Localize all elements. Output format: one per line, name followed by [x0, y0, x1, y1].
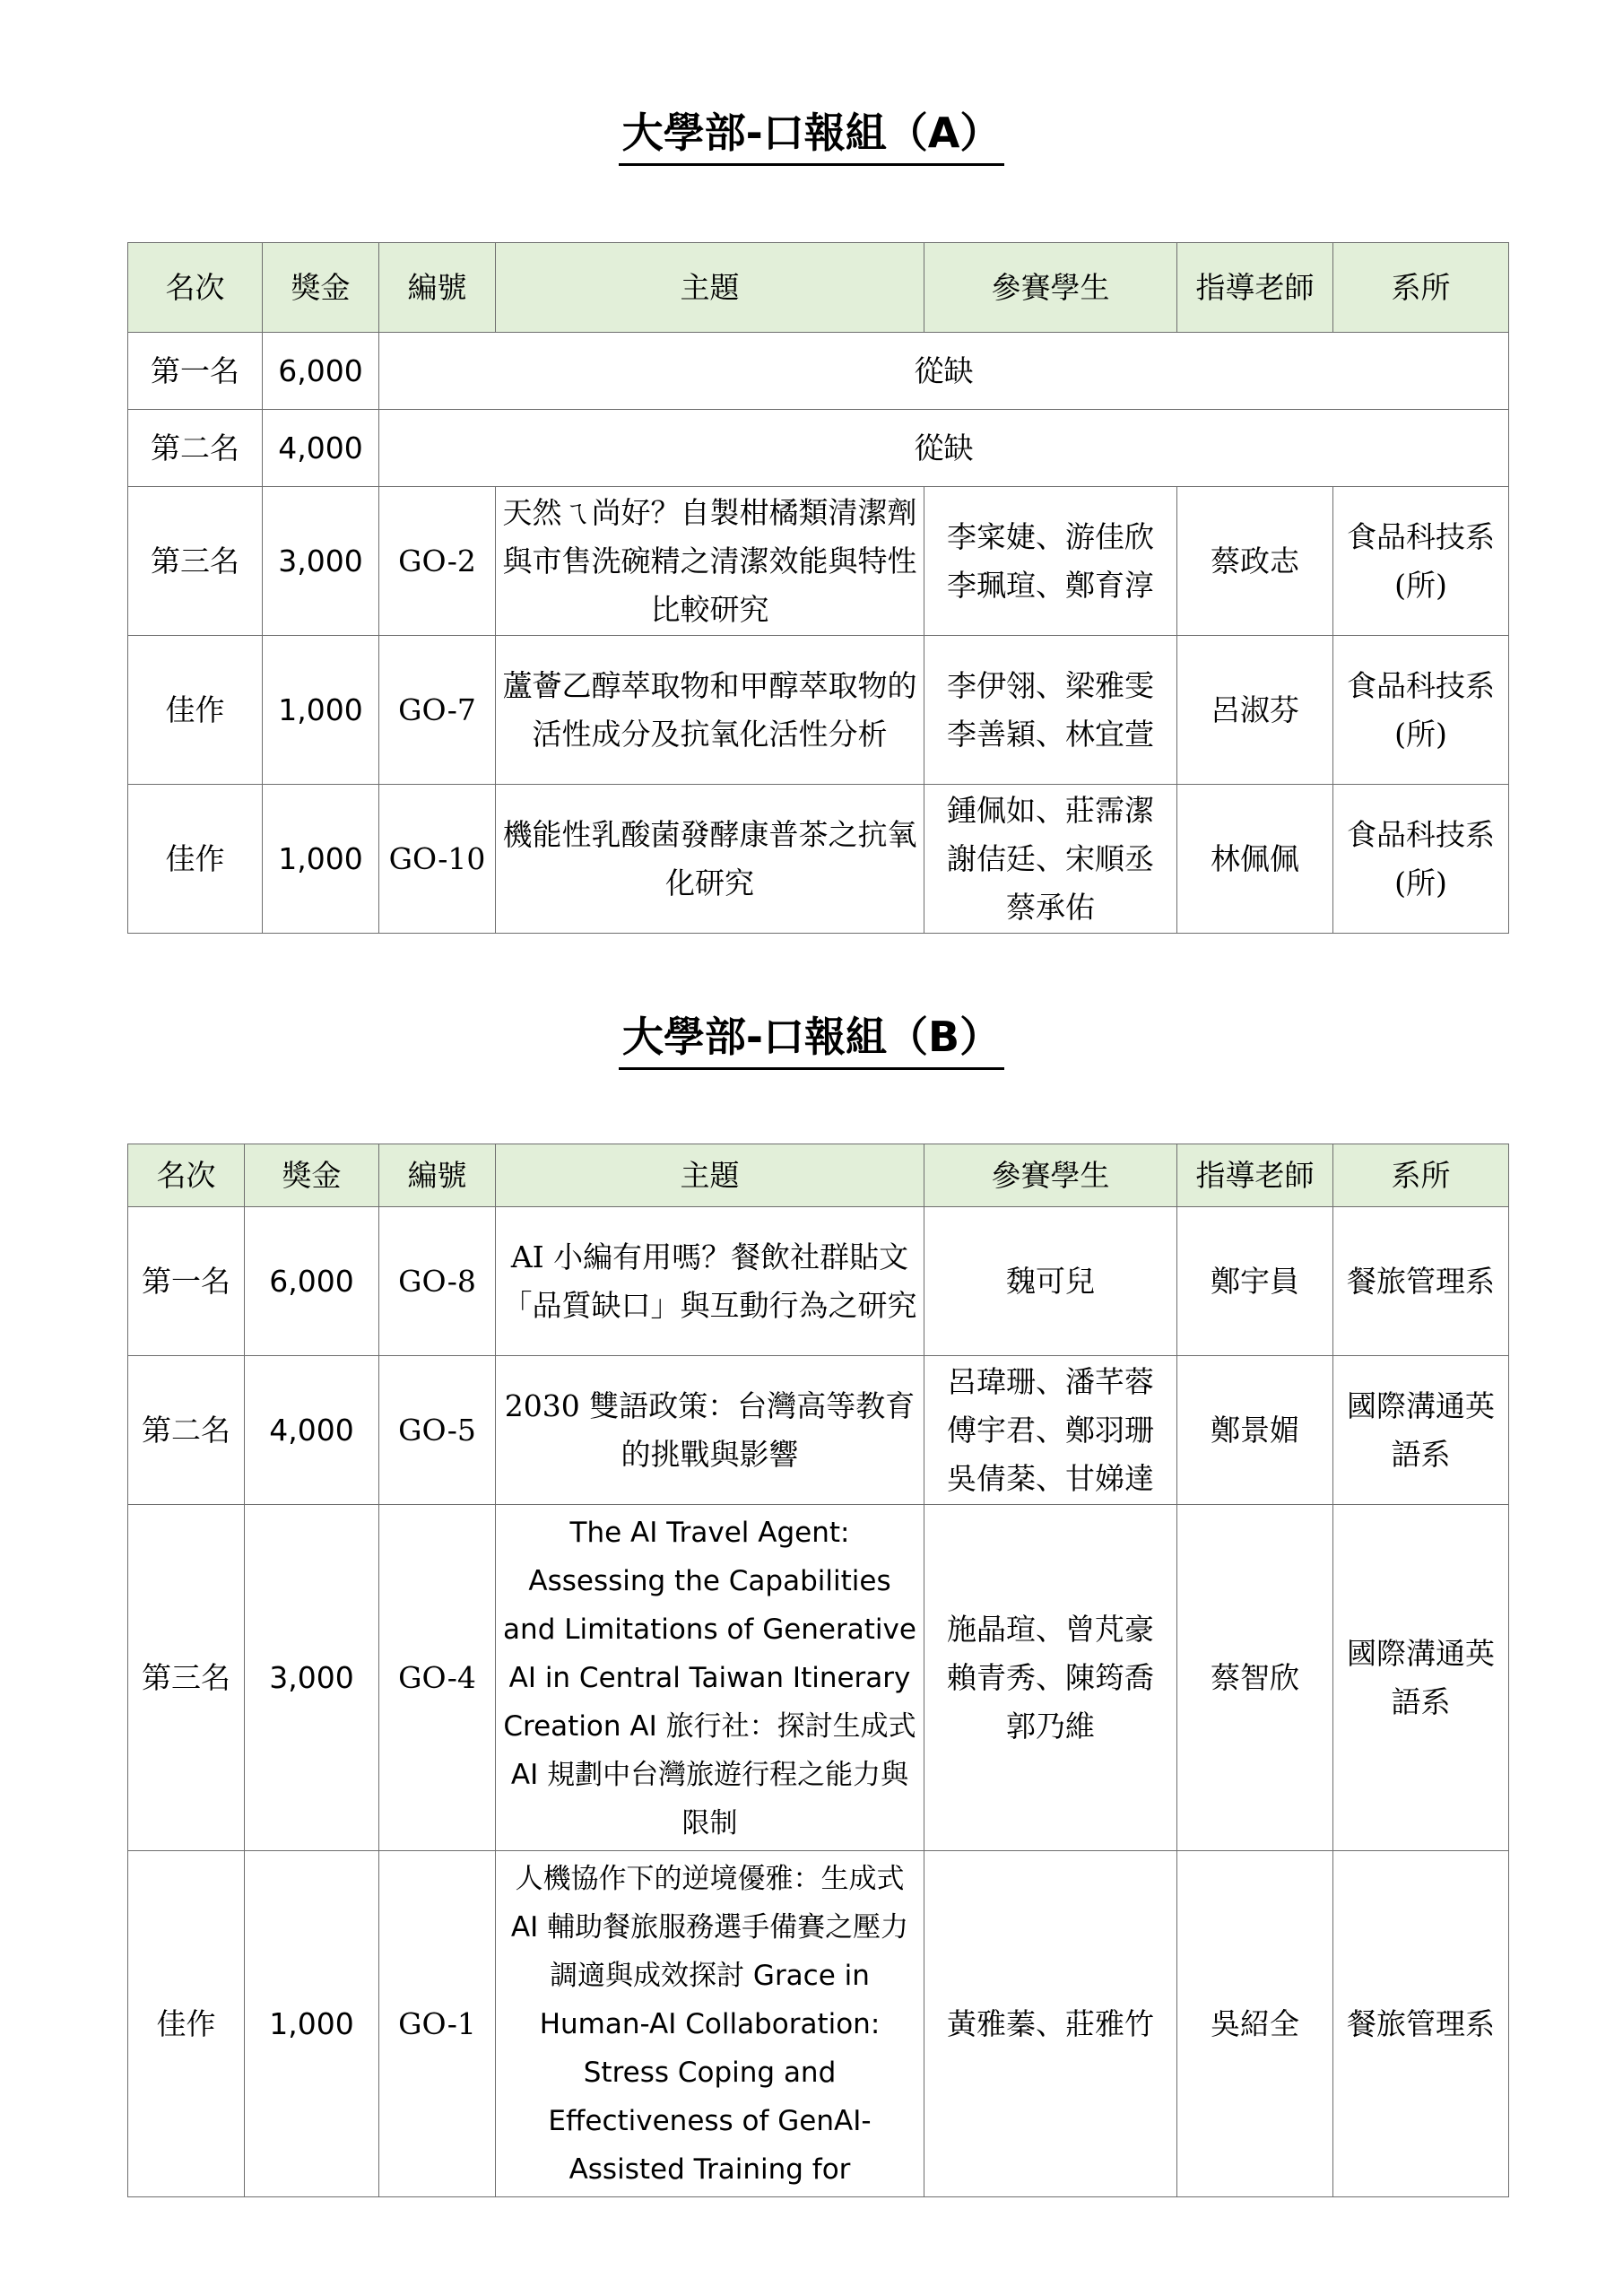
table-header-row	[128, 243, 1509, 333]
section-b-title	[0, 1010, 1623, 1070]
topic-cell: 蘆薈乙醇萃取物和甲醇萃取物的活性成分及抗氧化活性分析	[496, 636, 924, 785]
students-cell: 黃雅蓁、莊雅竹	[924, 1851, 1177, 2197]
header-rank: 名次	[128, 1144, 245, 1207]
table-header-row	[128, 1144, 1509, 1207]
rank-cell: 第一名	[128, 1207, 245, 1356]
header-students: 參賽學生	[924, 243, 1177, 333]
dept-cell: 餐旅管理系	[1333, 1851, 1509, 2197]
prize-cell: 1,000	[263, 785, 379, 934]
advisor-cell: 吳紹全	[1177, 1851, 1333, 2197]
table-row	[128, 1207, 1509, 1356]
header-rank: 名次	[128, 243, 263, 333]
advisor-cell: 林佩佩	[1177, 785, 1333, 934]
header-advisor: 指導老師	[1177, 1144, 1333, 1207]
awards-table-b	[127, 1144, 1509, 2197]
dept-cell: 食品科技系 (所)	[1333, 487, 1509, 636]
header-code: 編號	[379, 1144, 496, 1207]
prize-cell: 1,000	[245, 1851, 379, 2197]
vacant-cell: 從缺	[379, 410, 1509, 487]
advisor-cell: 蔡智欣	[1177, 1505, 1333, 1851]
advisor-cell: 蔡政志	[1177, 487, 1333, 636]
code-cell: GO-8	[379, 1207, 496, 1356]
section-b-title-text: 大學部-口報組（B）	[619, 1010, 1004, 1070]
dept-cell: 國際溝通英 語系	[1333, 1356, 1509, 1505]
code-cell: GO-7	[379, 636, 496, 785]
advisor-cell: 呂淑芬	[1177, 636, 1333, 785]
table-row	[128, 785, 1509, 934]
topic-cell: AI 小編有用嗎？餐飲社群貼文「品質缺口」與互動行為之研究	[496, 1207, 924, 1356]
students-cell: 李伊翎、梁雅雯 李善穎、林宜萱	[924, 636, 1177, 785]
dept-cell: 餐旅管理系	[1333, 1207, 1509, 1356]
rank-cell: 第二名	[128, 1356, 245, 1505]
topic-cell: The AI Travel Agent: Assessing the Capabilities and Limitations of Generative AI in Central Taiwan Itinerary Creation AI 旅行社：探討生成式 AI 規劃中台灣旅遊行程之能力與限制	[496, 1505, 924, 1851]
prize-cell: 3,000	[245, 1505, 379, 1851]
topic-cell: 天然ㄟ尚好？自製柑橘類清潔劑與市售洗碗精之清潔效能與特性比較研究	[496, 487, 924, 636]
students-cell: 李寀婕、游佳欣 李珮瑄、鄭育淳	[924, 487, 1177, 636]
dept-cell: 食品科技系 (所)	[1333, 785, 1509, 934]
table-row	[128, 333, 1509, 410]
table-row	[128, 1505, 1509, 1851]
students-cell: 施晶瑄、曾芃豪 賴青秀、陳筠喬 郭乃維	[924, 1505, 1177, 1851]
dept-cell: 食品科技系 (所)	[1333, 636, 1509, 785]
advisor-cell: 鄭宇員	[1177, 1207, 1333, 1356]
table-row	[128, 1356, 1509, 1505]
topic-cell: 2030 雙語政策：台灣高等教育的挑戰與影響	[496, 1356, 924, 1505]
prize-cell: 4,000	[245, 1356, 379, 1505]
header-prize: 獎金	[245, 1144, 379, 1207]
header-prize: 獎金	[263, 243, 379, 333]
students-cell: 魏可兒	[924, 1207, 1177, 1356]
table-row	[128, 487, 1509, 636]
rank-cell: 第三名	[128, 1505, 245, 1851]
awards-table-a	[127, 242, 1509, 934]
prize-cell: 3,000	[263, 487, 379, 636]
code-cell: GO-10	[379, 785, 496, 934]
prize-cell: 6,000	[245, 1207, 379, 1356]
prize-cell: 1,000	[263, 636, 379, 785]
vacant-cell: 從缺	[379, 333, 1509, 410]
advisor-cell: 鄭景媚	[1177, 1356, 1333, 1505]
table-row	[128, 410, 1509, 487]
rank-cell: 佳作	[128, 636, 263, 785]
rank-cell: 第三名	[128, 487, 263, 636]
code-cell: GO-5	[379, 1356, 496, 1505]
table-row	[128, 636, 1509, 785]
header-topic: 主題	[496, 1144, 924, 1207]
header-advisor: 指導老師	[1177, 243, 1333, 333]
topic-cell: 人機協作下的逆境優雅：生成式 AI 輔助餐旅服務選手備賽之壓力調適與成效探討 Grace in Human-AI Collaboration: Stress Coping and Effectiveness of GenAI-Assisted Training for	[496, 1851, 924, 2197]
rank-cell: 第二名	[128, 410, 263, 487]
students-cell: 鍾佩如、莊霈潔 謝佶廷、宋順丞 蔡承佑	[924, 785, 1177, 934]
section-a-title	[0, 106, 1623, 166]
header-students: 參賽學生	[924, 1144, 1177, 1207]
prize-cell: 4,000	[263, 410, 379, 487]
dept-cell: 國際溝通英 語系	[1333, 1505, 1509, 1851]
rank-cell: 佳作	[128, 1851, 245, 2197]
header-dept: 系所	[1333, 1144, 1509, 1207]
header-topic: 主題	[496, 243, 924, 333]
code-cell: GO-1	[379, 1851, 496, 2197]
prize-cell: 6,000	[263, 333, 379, 410]
rank-cell: 佳作	[128, 785, 263, 934]
header-code: 編號	[379, 243, 496, 333]
header-dept: 系所	[1333, 243, 1509, 333]
rank-cell: 第一名	[128, 333, 263, 410]
code-cell: GO-4	[379, 1505, 496, 1851]
section-a-title-text: 大學部-口報組（A）	[619, 106, 1005, 166]
code-cell: GO-2	[379, 487, 496, 636]
topic-cell: 機能性乳酸菌發酵康普茶之抗氧化研究	[496, 785, 924, 934]
table-row	[128, 1851, 1509, 2197]
students-cell: 呂瑋珊、潘芊蓉 傅宇君、鄭羽珊 吳倩棻、甘娣達	[924, 1356, 1177, 1505]
